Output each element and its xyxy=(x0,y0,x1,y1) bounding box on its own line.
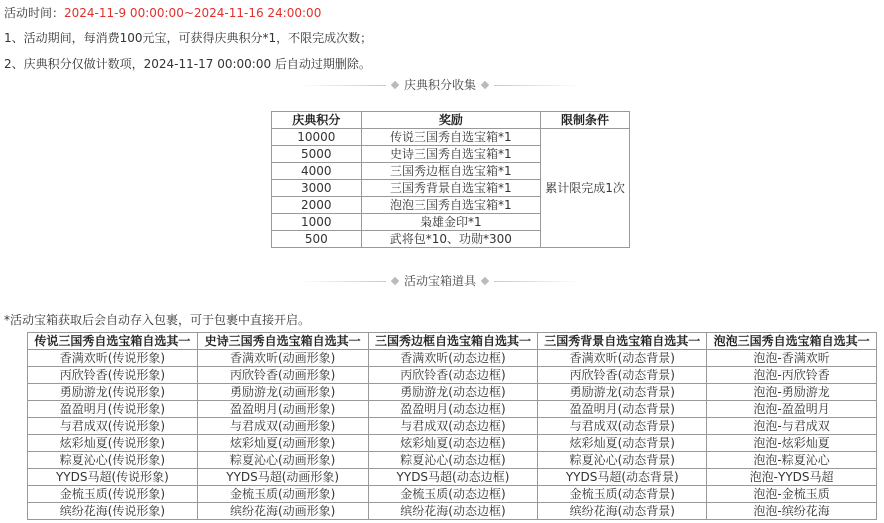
frame-cell: YYDS马超(动态边框) xyxy=(368,469,538,486)
bubble-cell: 泡泡-YYDS马超 xyxy=(707,469,877,486)
table-row xyxy=(28,367,877,384)
divider-line-right xyxy=(494,85,580,86)
bubble-cell: 泡泡-缤纷花海 xyxy=(707,503,877,520)
epic-cell: 盈盈明月(动画形象) xyxy=(197,401,368,418)
frame-cell: 缤纷花海(动态边框) xyxy=(368,503,538,520)
frame-cell: 粽夏沁心(动态边框) xyxy=(368,452,538,469)
bubble-cell: 泡泡-勇励游龙 xyxy=(707,384,877,401)
event-time-value: 2024-11-9 00:00:00~2024-11-16 24:00:00 xyxy=(64,6,322,20)
points-cell: 10000 xyxy=(272,129,362,146)
divider-line-right xyxy=(494,281,580,282)
header-limit: 限制条件 xyxy=(541,112,630,129)
points-cell: 500 xyxy=(272,231,362,248)
table-row xyxy=(28,503,877,520)
background-cell: 与君成双(动态背景) xyxy=(538,418,707,435)
points-cell: 5000 xyxy=(272,146,362,163)
frame-cell: 炫彩灿夏(动态边框) xyxy=(368,435,538,452)
legend-cell: 勇励游龙(传说形象) xyxy=(28,384,198,401)
bubble-cell: 泡泡-金梳玉质 xyxy=(707,486,877,503)
frame-cell: 香满欢昕(动态边框) xyxy=(368,350,538,367)
points-reward-table xyxy=(271,111,630,248)
epic-cell: 香满欢昕(动画形象) xyxy=(197,350,368,367)
header-background-box: 三国秀背景自选宝箱自选其一 xyxy=(538,333,707,350)
table-header-row xyxy=(272,112,630,129)
section-divider-points xyxy=(300,77,580,93)
reward-cell: 枭雄金印*1 xyxy=(361,214,540,231)
reward-cell: 三国秀背景自选宝箱*1 xyxy=(361,180,540,197)
legend-cell: YYDS马超(传说形象) xyxy=(28,469,198,486)
box-note: *活动宝箱获取后会自动存入包裹，可于包裹中直接开启。 xyxy=(4,313,311,327)
legend-cell: 粽夏沁心(传说形象) xyxy=(28,452,198,469)
background-cell: 勇励游龙(动态背景) xyxy=(538,384,707,401)
bubble-cell: 泡泡-香满欢昕 xyxy=(707,350,877,367)
frame-cell: 与君成双(动态边框) xyxy=(368,418,538,435)
epic-cell: 金梳玉质(动画形象) xyxy=(197,486,368,503)
bubble-cell: 泡泡-丙欣铃香 xyxy=(707,367,877,384)
event-time xyxy=(4,5,321,21)
points-cell: 2000 xyxy=(272,197,362,214)
legend-cell: 缤纷花海(传说形象) xyxy=(28,503,198,520)
table-row xyxy=(272,129,630,146)
bubble-cell: 泡泡-炫彩灿夏 xyxy=(707,435,877,452)
background-cell: 金梳玉质(动态背景) xyxy=(538,486,707,503)
reward-cell: 史诗三国秀自选宝箱*1 xyxy=(361,146,540,163)
epic-cell: 粽夏沁心(动画形象) xyxy=(197,452,368,469)
background-cell: 丙欣铃香(动态背景) xyxy=(538,367,707,384)
section-title-points: 庆典积分收集 xyxy=(403,78,476,92)
background-cell: 炫彩灿夏(动态背景) xyxy=(538,435,707,452)
table-row xyxy=(28,384,877,401)
event-time-label: 活动时间： xyxy=(4,6,65,20)
rule-2: 2、庆典积分仅做计数项，2024-11-17 00:00:00 后自动过期删除。 xyxy=(4,57,371,71)
background-cell: 粽夏沁心(动态背景) xyxy=(538,452,707,469)
legend-cell: 金梳玉质(传说形象) xyxy=(28,486,198,503)
table-row xyxy=(28,418,877,435)
epic-cell: 炫彩灿夏(动画形象) xyxy=(197,435,368,452)
epic-cell: 丙欣铃香(动画形象) xyxy=(197,367,368,384)
legend-cell: 与君成双(传说形象) xyxy=(28,418,198,435)
table-row xyxy=(28,452,877,469)
table-row xyxy=(28,401,877,418)
epic-cell: 缤纷花海(动画形象) xyxy=(197,503,368,520)
bubble-cell: 泡泡-与君成双 xyxy=(707,418,877,435)
background-cell: YYDS马超(动态背景) xyxy=(538,469,707,486)
limit-cell: 累计限完成1次 xyxy=(541,129,630,248)
box-items-table xyxy=(27,332,877,520)
points-cell: 1000 xyxy=(272,214,362,231)
reward-cell: 传说三国秀自选宝箱*1 xyxy=(361,129,540,146)
header-legend-box: 传说三国秀自选宝箱自选其一 xyxy=(28,333,198,350)
reward-cell: 泡泡三国秀自选宝箱*1 xyxy=(361,197,540,214)
reward-cell: 三国秀边框自选宝箱*1 xyxy=(361,163,540,180)
rule-1: 1、活动期间，每消费100元宝，可获得庆典积分*1，不限完成次数； xyxy=(4,31,373,45)
legend-cell: 丙欣铃香(传说形象) xyxy=(28,367,198,384)
epic-cell: YYDS马超(动画形象) xyxy=(197,469,368,486)
header-bubble-box: 泡泡三国秀自选宝箱自选其一 xyxy=(707,333,877,350)
section-title-boxes: 活动宝箱道具 xyxy=(403,274,476,288)
points-cell: 4000 xyxy=(272,163,362,180)
bubble-cell: 泡泡-盈盈明月 xyxy=(707,401,877,418)
epic-cell: 勇励游龙(动画形象) xyxy=(197,384,368,401)
header-epic-box: 史诗三国秀自选宝箱自选其一 xyxy=(197,333,368,350)
table-row xyxy=(28,350,877,367)
background-cell: 缤纷花海(动态背景) xyxy=(538,503,707,520)
header-points: 庆典积分 xyxy=(272,112,362,129)
bubble-cell: 泡泡-粽夏沁心 xyxy=(707,452,877,469)
frame-cell: 勇励游龙(动态边框) xyxy=(368,384,538,401)
header-reward: 奖励 xyxy=(361,112,540,129)
header-frame-box: 三国秀边框自选宝箱自选其一 xyxy=(368,333,538,350)
table-row xyxy=(28,486,877,503)
legend-cell: 盈盈明月(传说形象) xyxy=(28,401,198,418)
section-divider-boxes xyxy=(300,273,580,289)
frame-cell: 金梳玉质(动态边框) xyxy=(368,486,538,503)
legend-cell: 炫彩灿夏(传说形象) xyxy=(28,435,198,452)
table-header-row xyxy=(28,333,877,350)
table-row xyxy=(28,469,877,486)
background-cell: 香满欢昕(动态背景) xyxy=(538,350,707,367)
legend-cell: 香满欢昕(传说形象) xyxy=(28,350,198,367)
table-row xyxy=(28,435,877,452)
frame-cell: 丙欣铃香(动态边框) xyxy=(368,367,538,384)
reward-cell: 武将包*10、功勋*300 xyxy=(361,231,540,248)
background-cell: 盈盈明月(动态背景) xyxy=(538,401,707,418)
epic-cell: 与君成双(动画形象) xyxy=(197,418,368,435)
frame-cell: 盈盈明月(动态边框) xyxy=(368,401,538,418)
points-cell: 3000 xyxy=(272,180,362,197)
